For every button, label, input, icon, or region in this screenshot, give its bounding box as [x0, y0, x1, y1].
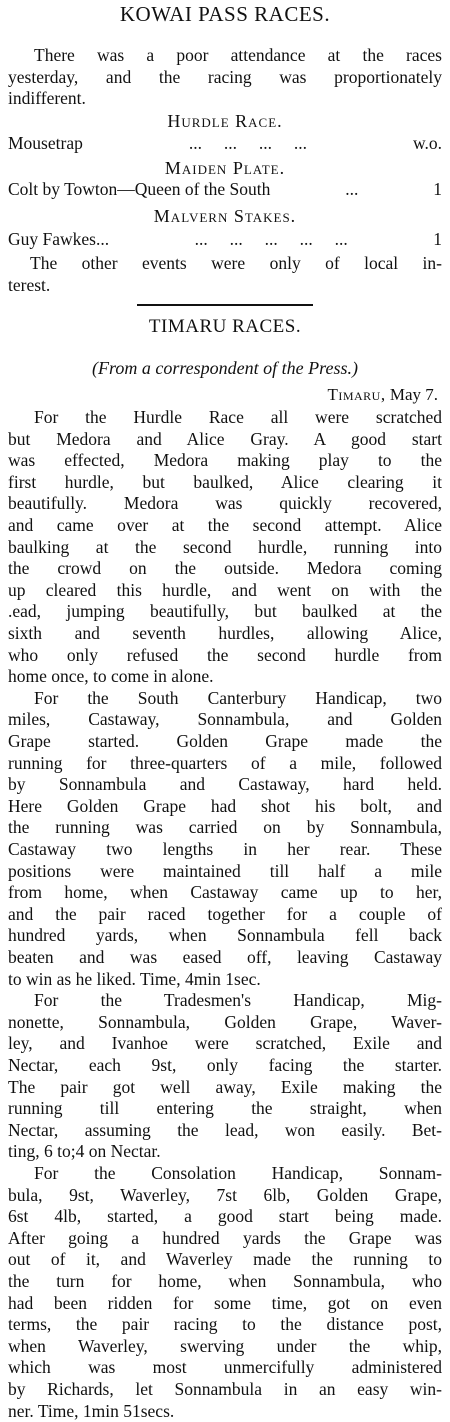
article-line: but Medora and Alice Gray. A good start [8, 428, 442, 449]
article-line: For the Hurdle Race all were scratched [34, 407, 442, 427]
article-line: the crowd on the outside. Medora coming [8, 558, 442, 579]
article-line: Nectar, each 9st, only facing the starter. [8, 1055, 442, 1075]
race-horse: Colt by Towton—Queen of the South [8, 179, 271, 199]
article-line: first hurdle, but baulked, Alice clearing it [8, 471, 442, 492]
race-result: 1 [433, 179, 442, 199]
article-line: 6st 4lb, started, a good start being made. [8, 1206, 442, 1227]
article-line: beaten and was eased off, leaving Castaway [8, 947, 442, 967]
article-line: to win as he liked. Time, 4min 1sec. [8, 968, 261, 989]
article-line: The pair got well away, Exile making the [8, 1076, 442, 1097]
article-line: For the South Canterbury Handicap, two [34, 687, 442, 708]
kowai-outro-line-1: The other events were only of local in- [30, 253, 442, 273]
article-line: ner. Time, 1min 51secs. [8, 1400, 175, 1421]
race-entry-maiden [8, 179, 442, 200]
kowai-title: KOWAI PASS RACES. [119, 2, 331, 26]
article-line: and came over at the second attempt. Alice [8, 515, 442, 535]
article-line: who only refused the second hurdle from [8, 644, 442, 665]
dateline-date: May 7. [389, 385, 438, 404]
article-line: by Richards, let Sonnambula in an easy win- [8, 1379, 442, 1399]
article-line: by Sonnambula and Castaway, hard held. [8, 774, 442, 795]
article-line: terms, the pair racing to the distance post, [8, 1314, 442, 1335]
article-line: For the Tradesmen's Handicap, Mig- [34, 990, 442, 1011]
article-line: Here Golden Grape had shot his bolt, and [8, 795, 442, 816]
race-leader-dots: ... ... ... ... ... [194, 229, 348, 249]
article-line: the turn for home, when Sonnambula, who [8, 1271, 442, 1291]
article-line: from home, when Castaway came up to her, [8, 882, 442, 903]
article-line: Nectar, assuming the lead, won easily. Bet- [8, 1119, 442, 1140]
article-line: running for three-quarters of a mile, followed [8, 752, 442, 773]
article-line: hundred yards, when Sonnambula fell back [8, 925, 442, 946]
race-entry-hurdle [8, 133, 442, 154]
article-line: baulking at the second hurdle, running into [8, 536, 442, 557]
article-line: when Waverley, swerving under the whip, [8, 1335, 442, 1356]
article-line: ley, and Ivanhoe were scratched, Exile and [8, 1033, 442, 1054]
article-line: nonette, Sonnambula, Golden Grape, Waver- [8, 1011, 442, 1032]
race-heading-maiden: Maiden Plate. [164, 158, 286, 178]
article-line: beautifully. Medora was quickly recovered, [8, 493, 442, 514]
article-line: home once, to come in alone. [8, 666, 214, 687]
section-divider [137, 304, 313, 306]
article-line: out of it, and Waverley made the running to [8, 1249, 442, 1270]
article-line: .ead, jumping beautifully, but baulked at the [8, 601, 442, 622]
dateline-place: Timaru, [327, 385, 386, 404]
race-entry-malvern [8, 229, 442, 250]
race-result: w.o. [412, 133, 442, 153]
article-line: running till entering the straight, when [8, 1098, 442, 1119]
race-heading-malvern: Malvern Stakes. [153, 206, 297, 226]
kowai-intro-line-1: There was a poor attendance at the races [34, 45, 442, 65]
article-line: which was most unmercifully administered [8, 1357, 442, 1378]
race-result: 1 [433, 229, 442, 249]
article-line: Grape started. Golden Grape made the [8, 731, 442, 751]
article-line: Castaway two lengths in her rear. These [8, 839, 442, 859]
article-line: bula, 9st, Waverley, 7st 6lb, Golden Grape, [8, 1184, 442, 1205]
article-line: sixth and seventh hurdles, allowing Alice, [8, 623, 442, 643]
race-leader-dots: ... ... ... ... [188, 133, 307, 153]
race-horse: Mousetrap [8, 133, 83, 153]
article-line: was effected, Medora making play to the [8, 450, 442, 471]
timaru-source: (From a correspondent of the Press.) [92, 358, 358, 378]
article-line: After going a hundred yards the Grape was [8, 1227, 442, 1248]
timaru-title: TIMARU RACES. [148, 316, 302, 337]
article-line: and the pair raced together for a couple of [8, 903, 442, 924]
kowai-outro-line-2: terest. [8, 275, 51, 295]
article-line: miles, Castaway, Sonnambula, and Golden [8, 709, 442, 730]
article-line: For the Consolation Handicap, Sonnam- [34, 1163, 442, 1183]
race-horse: Guy Fawkes... [8, 229, 110, 249]
race-leader-dots: ... [345, 179, 359, 199]
race-heading-hurdle: Hurdle Race. [167, 111, 283, 131]
kowai-intro-line-3: indifferent. [8, 88, 86, 108]
article-line: the running was carried on by Sonnambula, [8, 817, 442, 838]
article-line: had been ridden for some time, got on even [8, 1292, 442, 1313]
article-line: up cleared this hurdle, and went on with the [8, 579, 442, 600]
article-line: ting, 6 to;4 on Nectar. [8, 1141, 161, 1162]
kowai-intro-line-2: yesterday, and the racing was proportionately [8, 67, 442, 87]
timaru-dateline [327, 385, 438, 405]
article-line: positions were maintained till half a mile [8, 860, 442, 881]
